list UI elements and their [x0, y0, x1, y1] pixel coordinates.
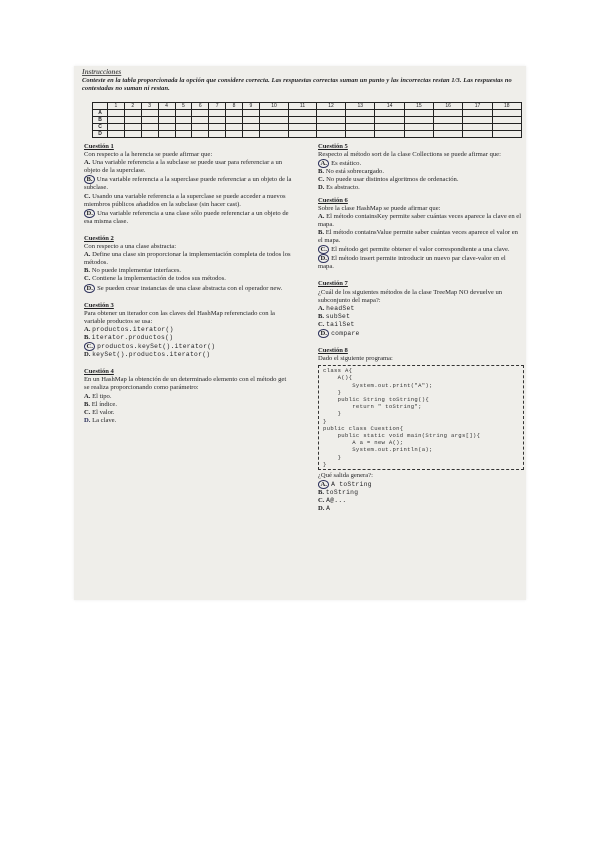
question-3-option-d[interactable]	[84, 351, 292, 359]
option-text: Una variable referencia a la subclase se puede usar para referenciar a un objeto de la superclase.	[84, 159, 283, 175]
answer-cell[interactable]	[141, 117, 158, 124]
question-2-stem: Con respecto a una clase abstracta:	[84, 243, 177, 251]
answer-cell[interactable]	[226, 124, 243, 131]
answer-cell[interactable]	[434, 124, 463, 131]
answer-col-header: 15	[404, 103, 433, 110]
option-text: Usando una variable referencia a la superclase se puede acceder a nuevos miembros públicos añadidos en la subclase (sin hacer cast).	[84, 192, 286, 208]
answer-cell[interactable]	[404, 110, 433, 117]
option-text: El método insert permite introducir un nuevo par clave-valor en el mapa.	[318, 255, 506, 271]
option-text: Contiene la implementación de todos sus métodos.	[92, 275, 226, 283]
answer-cell[interactable]	[346, 124, 375, 131]
question-6-option-b[interactable]	[318, 229, 523, 245]
question-8-option-b[interactable]	[318, 489, 523, 497]
answer-cell[interactable]	[108, 117, 125, 124]
question-8-option-d[interactable]	[318, 505, 523, 513]
answer-col-header: 1	[108, 103, 125, 110]
option-text: subSet	[325, 312, 351, 320]
answer-cell[interactable]	[209, 124, 226, 131]
code-line: A(){	[323, 374, 353, 382]
question-1-option-c[interactable]	[84, 193, 292, 209]
answer-cell[interactable]	[463, 117, 492, 124]
question-7-title: Cuestión 7	[318, 280, 348, 288]
code-line: }	[323, 417, 327, 425]
question-5-option-b[interactable]	[318, 168, 523, 176]
option-label: D.	[84, 351, 91, 359]
answer-table-header-row	[93, 103, 522, 110]
answer-cell[interactable]	[192, 124, 209, 131]
answer-cell[interactable]	[492, 110, 521, 117]
answer-col-header: 17	[463, 103, 492, 110]
answer-cell[interactable]	[463, 131, 492, 138]
answer-cell[interactable]	[243, 124, 260, 131]
code-line: public String toString(){	[323, 396, 430, 404]
answer-cell[interactable]	[404, 124, 433, 131]
answer-col-header: 7	[209, 103, 226, 110]
answer-cell[interactable]	[346, 131, 375, 138]
answer-col-header: 14	[375, 103, 404, 110]
option-text: No puede usar distintos algoritmos de ordenación.	[326, 176, 459, 184]
answer-cell[interactable]	[124, 117, 141, 124]
answer-row-label: C	[93, 124, 108, 131]
answer-cell[interactable]	[124, 131, 141, 138]
question-2-option-d[interactable]	[84, 284, 292, 293]
answer-cell[interactable]	[492, 131, 521, 138]
option-label: A.	[84, 325, 91, 333]
option-label-circled: D.	[318, 254, 329, 263]
answer-table	[92, 102, 522, 138]
answer-cell[interactable]	[492, 124, 521, 131]
option-text: No está sobrecargado.	[325, 168, 384, 176]
option-label-circled: B.	[84, 175, 95, 184]
option-label: D.	[318, 505, 325, 513]
answer-row-c	[93, 124, 522, 131]
right-column	[318, 139, 523, 514]
answer-cell[interactable]	[175, 110, 192, 117]
answer-col-header: 9	[243, 103, 260, 110]
question-3-stem: Para obtener un iterador con las claves del HashMap referenciado con la variable productos se usa:	[84, 309, 275, 325]
question-1-option-d[interactable]	[84, 209, 292, 226]
option-text: A toString	[331, 481, 372, 489]
question-1-option-a[interactable]	[84, 159, 292, 175]
option-label-circled: A.	[318, 480, 329, 489]
answer-cell[interactable]	[316, 110, 345, 117]
answer-col-header: 16	[434, 103, 463, 110]
option-label-marked: D.	[84, 416, 91, 424]
code-line: }	[323, 453, 342, 461]
option-text: tailSet	[326, 320, 355, 328]
answer-cell[interactable]	[158, 124, 175, 131]
answer-cell[interactable]	[375, 117, 404, 124]
option-label: C.	[84, 408, 91, 416]
answer-cell[interactable]	[124, 110, 141, 117]
option-label: B.	[318, 489, 325, 497]
question-7-option-c[interactable]	[318, 321, 523, 329]
answer-cell[interactable]	[316, 117, 345, 124]
option-label: A.	[84, 251, 91, 259]
option-label: B.	[318, 168, 325, 176]
answer-cell[interactable]	[243, 117, 260, 124]
question-5-option-a[interactable]	[318, 159, 523, 168]
answer-cell[interactable]	[434, 131, 463, 138]
answer-cell[interactable]	[108, 110, 125, 117]
option-text: El método containsKey permite saber cuántas veces aparece la clave en el mapa.	[318, 212, 522, 228]
instructions-heading: Instrucciones	[82, 68, 122, 76]
answer-cell[interactable]	[404, 117, 433, 124]
code-line: }	[323, 388, 342, 396]
answer-cell[interactable]	[158, 131, 175, 138]
code-line: A a = new A();	[323, 439, 404, 447]
question-5-stem: Respecto al método sort de la clase Collections se puede afirmar que:	[318, 151, 501, 159]
question-8-stem: Dado el siguiente programa:	[318, 355, 393, 363]
question-2-title: Cuestión 2	[84, 234, 114, 242]
question-8-option-a[interactable]	[318, 480, 523, 489]
option-text: iterator.productos()	[91, 333, 174, 341]
question-8-option-c[interactable]	[318, 497, 523, 505]
question-3-option-a[interactable]	[84, 326, 292, 334]
question-1-stem: Con respecto a la herencia se puede afirmar que:	[84, 151, 213, 159]
answer-col-header: 8	[226, 103, 243, 110]
option-text: productos.iterator()	[92, 325, 174, 333]
option-label: C.	[318, 320, 325, 328]
answer-cell[interactable]	[463, 110, 492, 117]
option-label: C.	[318, 497, 325, 505]
answer-cell[interactable]	[259, 131, 288, 138]
answer-col-header: 10	[259, 103, 288, 110]
option-label: A.	[84, 392, 91, 400]
answer-cell[interactable]	[289, 110, 317, 117]
answer-col-header: 6	[192, 103, 209, 110]
answer-cell[interactable]	[346, 117, 375, 124]
answer-cell[interactable]	[209, 110, 226, 117]
option-label: A.	[318, 212, 325, 220]
answer-col-header: 3	[141, 103, 158, 110]
option-label-circled: D.	[84, 284, 95, 293]
question-7-stem: ¿Cuál de los siguientes métodos de la clase TreeMap NO devuelve un subconjunto del mapa?:	[318, 288, 503, 304]
answer-cell[interactable]	[209, 131, 226, 138]
answer-cell[interactable]	[175, 124, 192, 131]
option-label-circled: C.	[84, 342, 95, 351]
code-line: class A{	[323, 367, 353, 375]
question-3-option-c[interactable]	[84, 342, 292, 351]
option-label-circled: C.	[318, 245, 329, 254]
option-label: B.	[84, 333, 91, 341]
answer-cell[interactable]	[259, 117, 288, 124]
answer-cell[interactable]	[289, 124, 317, 131]
answer-cell[interactable]	[141, 124, 158, 131]
option-text: Es abstracto.	[326, 184, 360, 192]
question-4-option-b[interactable]	[84, 401, 292, 409]
answer-cell[interactable]	[141, 110, 158, 117]
option-label: C.	[84, 192, 91, 200]
question-3-title: Cuestión 3	[84, 301, 114, 309]
option-label: C.	[318, 176, 325, 184]
answer-cell[interactable]	[192, 110, 209, 117]
answer-cell[interactable]	[463, 124, 492, 131]
option-text: Se pueden crear instancias de una clase abstracta con el operador new.	[97, 284, 283, 292]
code-line: System.out.println(a);	[323, 446, 433, 454]
option-label-circled: A.	[318, 159, 329, 168]
option-text: compare	[331, 329, 360, 337]
answer-col-header: 4	[158, 103, 175, 110]
code-listing	[318, 365, 524, 470]
answer-col-header: 11	[289, 103, 317, 110]
option-label: B.	[318, 312, 325, 320]
answer-row-a	[93, 110, 522, 117]
answer-col-header: 13	[346, 103, 375, 110]
question-8-title: Cuestión 8	[318, 347, 348, 355]
answer-cell[interactable]	[492, 117, 521, 124]
question-2-option-c[interactable]	[84, 275, 292, 283]
option-text: El método get permite obtener el valor correspondiente a una clave.	[331, 246, 510, 254]
question-4-stem: En un HashMap la obtención de un determinado elemento con el método get se realiza proporcionando como parámetro:	[84, 376, 287, 392]
question-5-option-c[interactable]	[318, 176, 523, 184]
answer-row-label: D	[93, 131, 108, 138]
option-text: No puede implementar interfaces.	[91, 267, 182, 275]
answer-cell[interactable]	[226, 110, 243, 117]
option-label: B.	[318, 228, 325, 236]
code-line: return " toString";	[323, 403, 422, 411]
answer-cell[interactable]	[226, 117, 243, 124]
question-6-option-a[interactable]	[318, 213, 523, 229]
option-label-circled: D.	[84, 209, 95, 218]
option-label: C.	[84, 275, 91, 283]
question-2-option-a[interactable]	[84, 251, 292, 267]
instructions-text: Conteste en la tabla proporcionada la opción que considere correcta. Las respuestas correctas suman un punto y las incorrectas restan 1/3. Las respuestas no contestadas no suman ni restan.	[82, 77, 512, 92]
option-text: Una variable referencia a la superclase puede referenciar a un objeto de la subclase.	[84, 176, 292, 192]
code-line: }	[323, 460, 327, 468]
answer-cell[interactable]	[175, 131, 192, 138]
answer-col-header: 12	[316, 103, 345, 110]
answer-row-b	[93, 117, 522, 124]
answer-cell[interactable]	[375, 110, 404, 117]
answer-cell[interactable]	[289, 131, 317, 138]
answer-cell[interactable]	[375, 124, 404, 131]
option-text: La clave.	[92, 416, 117, 424]
exam-sheet	[74, 66, 526, 600]
answer-row-d	[93, 131, 522, 138]
option-label: A.	[84, 159, 91, 167]
answer-row-label: A	[93, 110, 108, 117]
answer-col-header: 2	[124, 103, 141, 110]
option-label-circled: D.	[318, 329, 329, 338]
answer-cell[interactable]	[192, 117, 209, 124]
option-label: D.	[318, 184, 325, 192]
option-text: El valor.	[92, 408, 115, 416]
answer-cell[interactable]	[375, 131, 404, 138]
question-1-title: Cuestión 1	[84, 143, 114, 150]
option-text: A	[326, 505, 331, 513]
question-3-option-b[interactable]	[84, 334, 292, 342]
question-2-option-b[interactable]	[84, 267, 292, 275]
answer-cell[interactable]	[192, 131, 209, 138]
question-8-after: ¿Qué salida genera?:	[318, 472, 373, 480]
option-text: keySet().productos.iterator()	[92, 351, 211, 359]
answer-cell[interactable]	[434, 110, 463, 117]
option-text: Una variable referencia a una clase sólo puede referenciar a un objeto de esa misma clase.	[84, 209, 289, 225]
code-line: public static void main(String args[]){	[323, 432, 481, 440]
question-6-option-d[interactable]	[318, 254, 523, 271]
option-text: productos.keySet().iterator()	[97, 343, 216, 351]
answer-row-label: B	[93, 117, 108, 124]
question-4-option-c[interactable]	[84, 409, 292, 417]
question-5-title: Cuestión 5	[318, 143, 348, 150]
code-line: public class Cuestion{	[323, 424, 404, 432]
answer-cell[interactable]	[316, 131, 345, 138]
question-7-option-b[interactable]	[318, 313, 523, 321]
answer-cell[interactable]	[243, 110, 260, 117]
option-text: headSet	[326, 304, 355, 312]
answer-cell[interactable]	[316, 124, 345, 131]
answer-cell[interactable]	[108, 131, 125, 138]
answer-cell[interactable]	[175, 117, 192, 124]
question-7-option-d[interactable]	[318, 329, 523, 338]
option-text: toString	[325, 489, 359, 497]
answer-cell[interactable]	[346, 110, 375, 117]
answer-cell[interactable]	[141, 131, 158, 138]
question-6-title: Cuestión 6	[318, 196, 348, 204]
option-text: El índice.	[91, 400, 117, 408]
option-label: B.	[84, 400, 91, 408]
question-4-title: Cuestión 4	[84, 368, 114, 376]
question-6-stem: Sobre la clase HashMap se puede afirmar que:	[318, 204, 441, 212]
answer-cell[interactable]	[404, 131, 433, 138]
question-4-option-a[interactable]	[84, 393, 292, 401]
option-text: El tipo.	[92, 392, 112, 400]
code-line: }	[323, 410, 342, 418]
option-text: El método containsValue permite saber cuántas veces aparece el valor en el mapa.	[318, 228, 518, 245]
answer-cell[interactable]	[108, 124, 125, 131]
answer-cell[interactable]	[209, 117, 226, 124]
question-7-option-a[interactable]	[318, 305, 523, 313]
option-text: A@...	[326, 497, 347, 505]
left-column	[84, 139, 292, 425]
answer-cell[interactable]	[158, 110, 175, 117]
answer-cell[interactable]	[434, 117, 463, 124]
answer-cell[interactable]	[243, 131, 260, 138]
option-text: Define una clase sin proporcionar la implementación completa de todos los métodos.	[84, 251, 291, 267]
question-6-option-c[interactable]	[318, 245, 523, 254]
answer-col-header: 5	[175, 103, 192, 110]
question-4-option-d[interactable]	[84, 417, 292, 425]
question-5-option-d[interactable]	[318, 184, 523, 192]
answer-col-header: 18	[492, 103, 521, 110]
option-label: A.	[318, 304, 325, 312]
option-label: B.	[84, 267, 91, 275]
answer-cell[interactable]	[259, 110, 288, 117]
answer-cell[interactable]	[226, 131, 243, 138]
code-line: System.out.print("A");	[323, 381, 433, 389]
answer-cell[interactable]	[158, 117, 175, 124]
question-1-option-b[interactable]	[84, 175, 292, 192]
option-text: Es estático.	[331, 160, 362, 168]
answer-cell[interactable]	[259, 124, 288, 131]
answer-cell[interactable]	[289, 117, 317, 124]
answer-cell[interactable]	[124, 124, 141, 131]
